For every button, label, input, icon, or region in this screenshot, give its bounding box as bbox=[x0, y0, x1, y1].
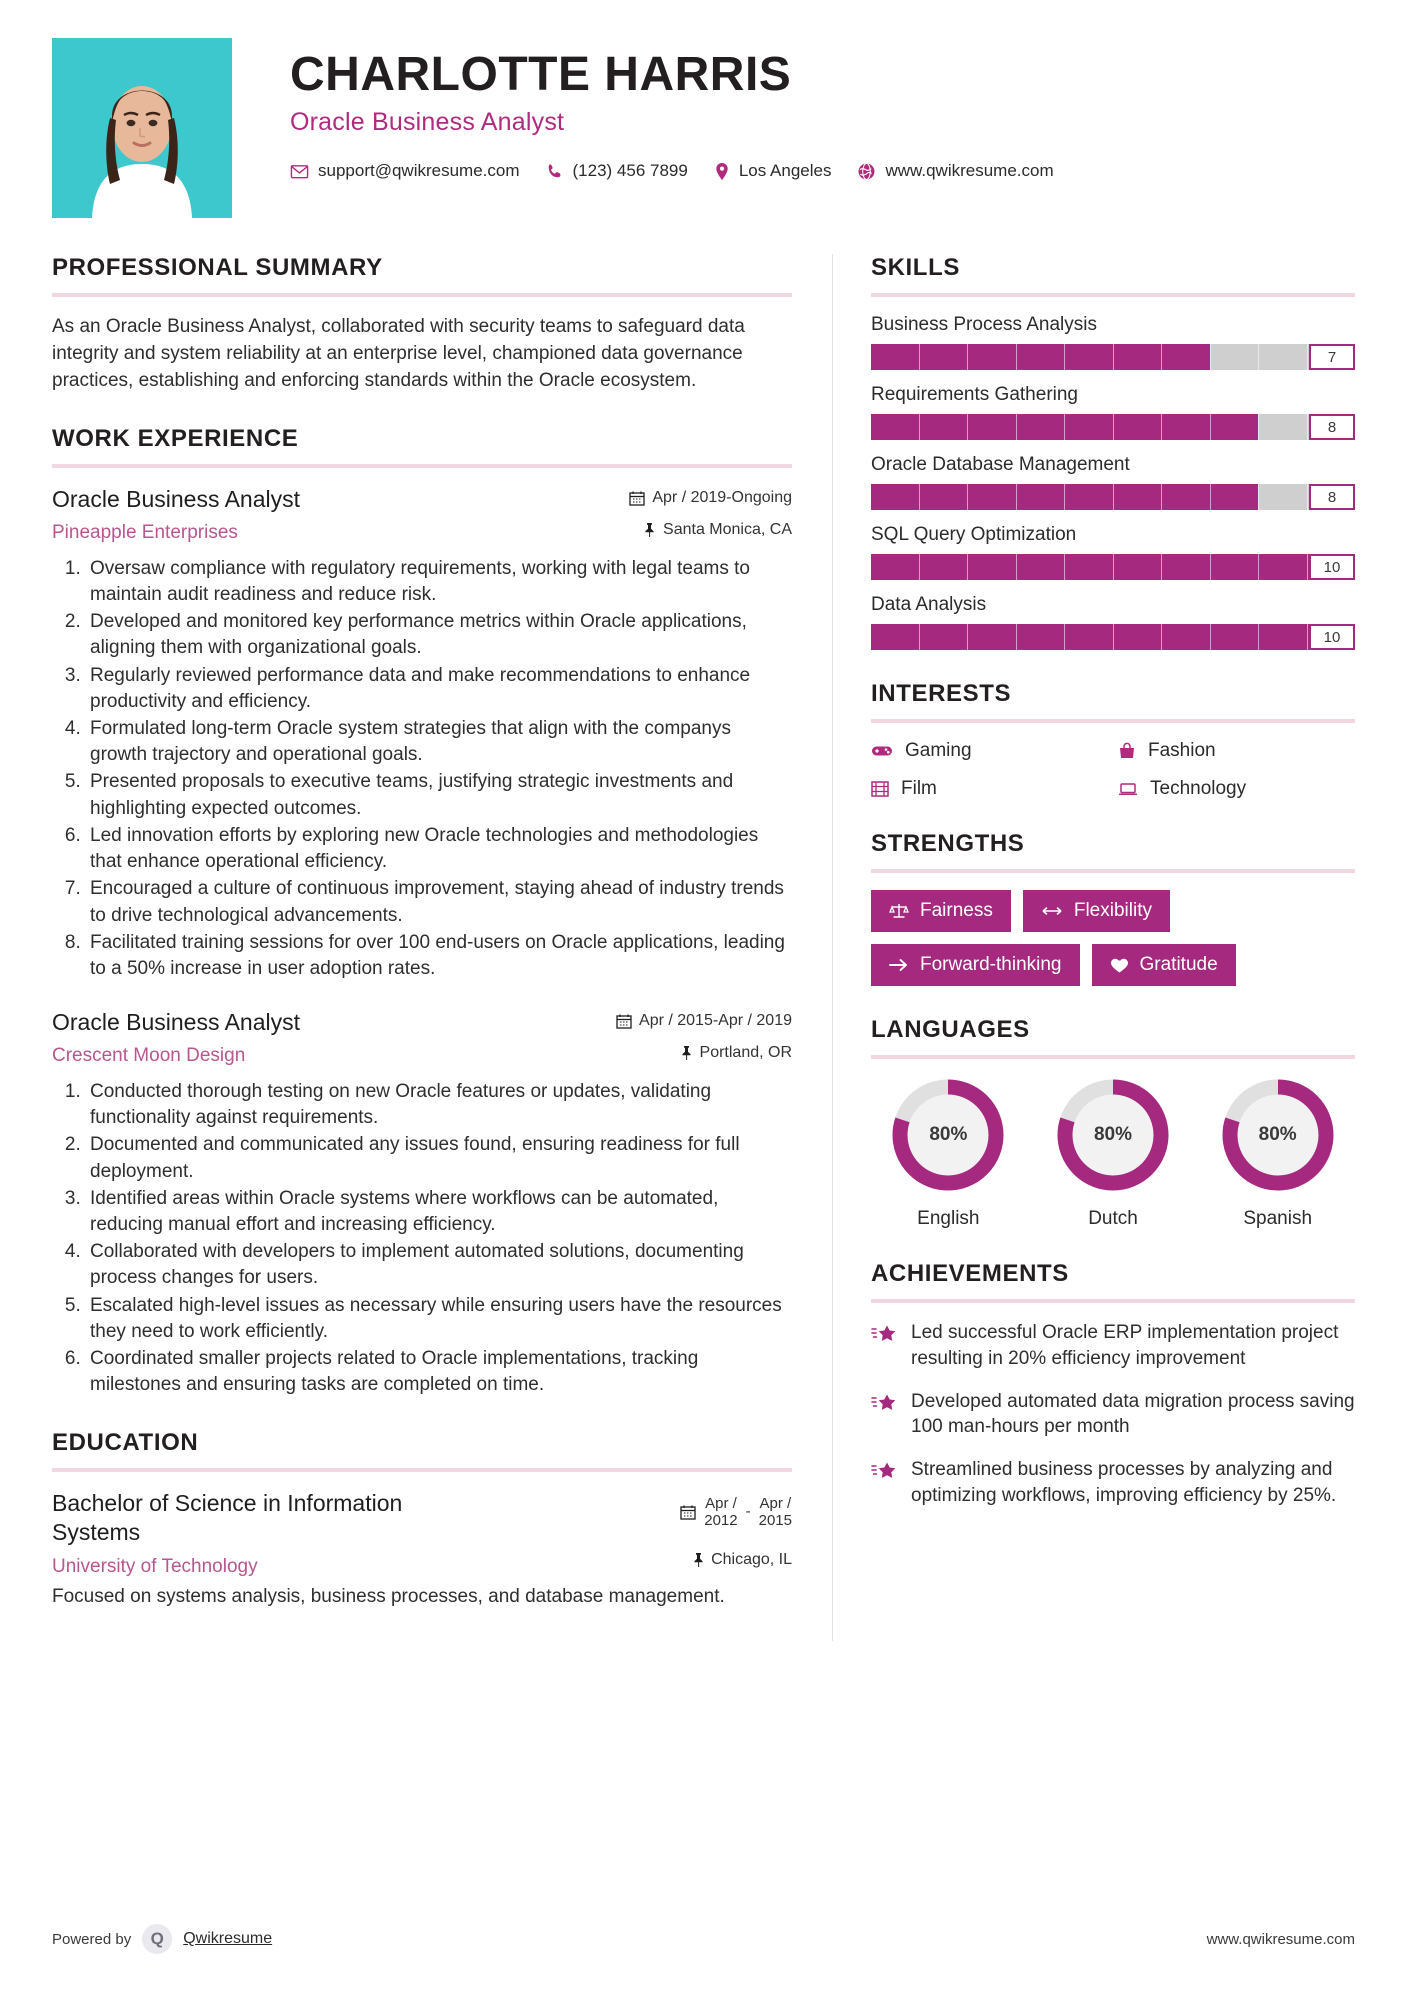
strength-chip bbox=[871, 944, 1080, 986]
strength-label: Fairness bbox=[920, 900, 993, 921]
star-icon bbox=[871, 1320, 897, 1372]
interest-label: Gaming bbox=[905, 740, 972, 761]
work-bullet: 7. Encouraged a culture of continuous improvement, staying ahead of industry trends to drive technological advancements. bbox=[86, 876, 792, 928]
contact-location-text: Los Angeles bbox=[738, 161, 832, 181]
work-item-meta bbox=[577, 485, 792, 539]
language-name: English bbox=[917, 1208, 980, 1229]
skill-bar-ticks bbox=[871, 344, 1355, 370]
work-company: Crescent Moon Design bbox=[52, 1044, 246, 1066]
contact-email[interactable] bbox=[290, 161, 520, 181]
header-text-block bbox=[232, 38, 1355, 181]
page-title: CHARLOTTE HARRIS bbox=[290, 48, 792, 101]
resume-body bbox=[52, 254, 1355, 1641]
skill-bar bbox=[871, 414, 1355, 440]
language-donut bbox=[1219, 1076, 1337, 1194]
phone-icon bbox=[546, 162, 564, 180]
achievement-text: Developed automated data migration process saving 100 man-hours per month bbox=[911, 1390, 1355, 1438]
interest-item bbox=[871, 740, 1108, 762]
work-item bbox=[52, 1008, 792, 1398]
education-location bbox=[592, 1551, 792, 1569]
section-title-achievements: ACHIEVEMENTS bbox=[871, 1260, 1069, 1287]
work-bullet: 2. Developed and monitored key performance metrics within Oracle applications, aligning them with organizational goals. bbox=[86, 609, 792, 661]
skill-item bbox=[871, 384, 1355, 440]
work-item-titles bbox=[52, 485, 577, 544]
section-interests bbox=[871, 680, 1355, 800]
language-name: Dutch bbox=[1088, 1208, 1138, 1229]
header-job-title: Oracle Business Analyst bbox=[290, 108, 565, 137]
language-item bbox=[1036, 1076, 1191, 1230]
contact-location[interactable] bbox=[714, 161, 832, 181]
section-rule bbox=[871, 869, 1355, 873]
languages-list bbox=[871, 1076, 1355, 1230]
left-column bbox=[52, 254, 832, 1641]
skill-bar bbox=[871, 344, 1355, 370]
achievement-item bbox=[871, 1389, 1355, 1441]
arrow-right-icon bbox=[889, 958, 909, 972]
section-rule bbox=[871, 1299, 1355, 1303]
education-date-end-l1: Apr / bbox=[759, 1494, 792, 1512]
work-bullet: 4. Formulated long-term Oracle system strategies that align with the companys growth trajectory and operational goals. bbox=[86, 716, 792, 768]
contact-phone[interactable] bbox=[546, 161, 688, 181]
education-date-separator: - bbox=[745, 1503, 751, 1521]
skill-value-badge: 10 bbox=[1309, 554, 1355, 580]
pushpin-icon bbox=[680, 1045, 693, 1061]
work-dates-text: Apr / 2015-Apr / 2019 bbox=[639, 1012, 792, 1030]
work-bullet: 5. Escalated high-level issues as necessary while ensuring users have the resources they need to work efficiently. bbox=[86, 1293, 792, 1345]
section-title-languages: LANGUAGES bbox=[871, 1016, 1030, 1043]
section-rule bbox=[52, 293, 792, 297]
profile-photo-image bbox=[52, 38, 232, 218]
work-item-header bbox=[52, 485, 792, 544]
education-description: Focused on systems analysis, business processes, and database management. bbox=[52, 1586, 725, 1608]
education-date-end-l2: 2015 bbox=[758, 1511, 792, 1529]
work-role: Oracle Business Analyst bbox=[52, 1009, 301, 1036]
skill-bar bbox=[871, 484, 1355, 510]
contact-website-text: www.qwikresume.com bbox=[885, 161, 1054, 181]
skill-value-badge: 8 bbox=[1309, 484, 1355, 510]
work-bullet: 5. Presented proposals to executive teams, justifying strategic investments and highlighting expected outcomes. bbox=[86, 769, 792, 821]
section-title-skills: SKILLS bbox=[871, 254, 960, 281]
skill-name: Business Process Analysis bbox=[871, 314, 1097, 335]
education-degree: Bachelor of Science in Information Systems bbox=[52, 1489, 403, 1545]
skill-name: SQL Query Optimization bbox=[871, 524, 1077, 545]
education-school: University of Technology bbox=[52, 1556, 258, 1578]
education-item bbox=[52, 1489, 792, 1612]
contact-email-text: support@qwikresume.com bbox=[318, 161, 520, 181]
education-item-titles bbox=[52, 1489, 482, 1579]
education-date-start bbox=[704, 1495, 737, 1530]
strengths-list bbox=[871, 890, 1355, 986]
calendar-icon bbox=[629, 490, 645, 506]
work-bullet: 2. Documented and communicated any issues found, ensuring readiness for full deployment. bbox=[86, 1132, 792, 1184]
strength-chip bbox=[1023, 890, 1170, 932]
interest-label: Fashion bbox=[1148, 740, 1216, 761]
envelope-icon bbox=[290, 162, 309, 181]
work-item-header bbox=[52, 1008, 792, 1067]
work-location-text: Santa Monica, CA bbox=[663, 520, 792, 538]
work-role: Oracle Business Analyst bbox=[52, 485, 301, 512]
language-donut bbox=[889, 1076, 1007, 1194]
section-title-summary: PROFESSIONAL SUMMARY bbox=[52, 254, 383, 281]
calendar-icon bbox=[680, 1504, 696, 1520]
section-skills bbox=[871, 254, 1355, 650]
skill-name: Data Analysis bbox=[871, 594, 987, 615]
work-bullet: 3. Regularly reviewed performance data and make recommendations to enhance productivity and efficiency. bbox=[86, 663, 792, 715]
work-company: Pineapple Enterprises bbox=[52, 521, 238, 543]
film-icon bbox=[871, 780, 889, 798]
language-percent: 80% bbox=[1258, 1124, 1297, 1145]
work-bullets bbox=[52, 1079, 792, 1399]
education-date-start-l2: 2012 bbox=[704, 1511, 738, 1529]
work-bullets bbox=[52, 556, 792, 983]
section-rule bbox=[871, 1055, 1355, 1059]
footer-powered-by: Powered by bbox=[52, 1930, 132, 1948]
strength-label: Flexibility bbox=[1073, 900, 1152, 921]
work-bullet: 8. Facilitated training sessions for over 100 end-users on Oracle applications, leading to a 50% increase in user adoption rates. bbox=[86, 930, 792, 982]
skill-item bbox=[871, 454, 1355, 510]
skill-bar-ticks bbox=[871, 484, 1355, 510]
work-bullet: 1. Conducted thorough testing on new Oracle features or updates, validating functionality against requirements. bbox=[86, 1079, 792, 1131]
skill-value-badge: 7 bbox=[1309, 344, 1355, 370]
work-location bbox=[577, 521, 792, 539]
achievement-item bbox=[871, 1457, 1355, 1509]
section-rule bbox=[871, 293, 1355, 297]
contact-website[interactable] bbox=[857, 161, 1053, 181]
work-bullet: 6. Coordinated smaller projects related to Oracle implementations, tracking milestones and ensuring tasks are completed on time. bbox=[86, 1346, 792, 1398]
interests-list bbox=[871, 740, 1355, 800]
skill-item bbox=[871, 594, 1355, 650]
qwikresume-logo-icon: Q bbox=[142, 1924, 172, 1954]
language-item bbox=[871, 1076, 1026, 1230]
section-achievements bbox=[871, 1260, 1355, 1509]
pushpin-icon bbox=[692, 1552, 705, 1568]
skill-item bbox=[871, 524, 1355, 580]
language-name: Spanish bbox=[1243, 1208, 1313, 1229]
work-bullet: 3. Identified areas within Oracle systems where workflows can be automated, reducing manual effort and increasing efficiency. bbox=[86, 1186, 792, 1238]
pushpin-icon bbox=[643, 522, 656, 538]
footer-site-url[interactable]: www.qwikresume.com bbox=[1206, 1930, 1355, 1948]
work-bullet: 6. Led innovation efforts by exploring new Oracle technologies and methodologies that enhance operational efficiency. bbox=[86, 823, 792, 875]
work-dates bbox=[577, 1012, 792, 1030]
education-location-text: Chicago, IL bbox=[711, 1551, 792, 1569]
footer-brand-group bbox=[52, 1924, 272, 1954]
skill-bar-ticks bbox=[871, 554, 1355, 580]
language-item bbox=[1200, 1076, 1355, 1230]
skill-bar-ticks bbox=[871, 624, 1355, 650]
section-work-experience bbox=[52, 425, 792, 1399]
work-item-titles bbox=[52, 1008, 577, 1067]
footer-brand-name[interactable]: Qwikresume bbox=[183, 1930, 273, 1947]
strength-label: Gratitude bbox=[1139, 954, 1218, 975]
section-title-work: WORK EXPERIENCE bbox=[52, 424, 299, 452]
interest-label: Film bbox=[901, 778, 937, 799]
right-column bbox=[833, 254, 1355, 1641]
interest-item bbox=[1118, 740, 1355, 762]
section-title-education: EDUCATION bbox=[52, 1428, 199, 1456]
skill-name: Requirements Gathering bbox=[871, 384, 1078, 405]
work-dates bbox=[577, 489, 792, 507]
skill-bar bbox=[871, 554, 1355, 580]
language-donut bbox=[1054, 1076, 1172, 1194]
footer bbox=[52, 1924, 1355, 1954]
section-education bbox=[52, 1429, 792, 1612]
achievement-text: Streamlined business processes by analyzing and optimizing workflows, improving efficiency by 25%. bbox=[911, 1459, 1337, 1507]
section-strengths bbox=[871, 830, 1355, 986]
interest-label: Technology bbox=[1150, 778, 1247, 799]
interest-item bbox=[871, 778, 1108, 800]
strength-label: Forward-thinking bbox=[920, 954, 1062, 975]
skill-bar bbox=[871, 624, 1355, 650]
work-bullet: 4. Collaborated with developers to implement automated solutions, documenting process changes for users. bbox=[86, 1239, 792, 1291]
arrows-horizontal-icon bbox=[1041, 904, 1063, 918]
education-item-meta bbox=[592, 1489, 792, 1570]
globe-icon bbox=[857, 162, 876, 181]
work-location-text: Portland, OR bbox=[699, 1044, 792, 1062]
skill-value-badge: 8 bbox=[1309, 414, 1355, 440]
work-dates-text: Apr / 2019-Ongoing bbox=[652, 488, 792, 506]
star-icon bbox=[871, 1457, 897, 1509]
section-title-interests: INTERESTS bbox=[871, 680, 1012, 707]
language-percent: 80% bbox=[929, 1124, 968, 1145]
contact-row bbox=[290, 161, 1355, 181]
work-item bbox=[52, 485, 792, 982]
section-professional-summary bbox=[52, 254, 792, 395]
section-languages bbox=[871, 1016, 1355, 1230]
interest-item bbox=[1118, 778, 1355, 800]
map-pin-icon bbox=[714, 162, 730, 181]
contact-phone-text: (123) 456 7899 bbox=[572, 161, 688, 181]
section-rule bbox=[52, 464, 792, 468]
section-rule bbox=[52, 1468, 792, 1472]
skill-bar-ticks bbox=[871, 414, 1355, 440]
achievement-text: Led successful Oracle ERP implementation project resulting in 20% efficiency improvement bbox=[911, 1322, 1339, 1369]
strength-chip bbox=[871, 890, 1011, 932]
work-bullet: 1. Oversaw compliance with regulatory requirements, working with legal teams to maintain audit readiness and reduce risk. bbox=[86, 556, 792, 608]
section-title-strengths: STRENGTHS bbox=[871, 830, 1025, 857]
work-item-meta bbox=[577, 1008, 792, 1062]
skill-item bbox=[871, 314, 1355, 370]
star-icon bbox=[871, 1389, 897, 1441]
education-item-header bbox=[52, 1489, 792, 1579]
strength-chip bbox=[1092, 944, 1236, 986]
heart-icon bbox=[1110, 957, 1129, 974]
scales-icon bbox=[889, 902, 909, 920]
section-rule bbox=[871, 719, 1355, 723]
language-percent: 80% bbox=[1093, 1124, 1133, 1145]
resume-header bbox=[52, 38, 1355, 218]
education-date-end bbox=[759, 1495, 792, 1530]
skill-value-badge: 10 bbox=[1309, 624, 1355, 650]
education-date-start-l1: Apr / bbox=[705, 1494, 737, 1512]
education-dates bbox=[592, 1495, 792, 1530]
handbag-icon bbox=[1118, 742, 1136, 760]
calendar-icon bbox=[616, 1013, 632, 1029]
skill-name: Oracle Database Management bbox=[871, 454, 1130, 475]
profile-photo bbox=[52, 38, 232, 218]
work-location bbox=[577, 1044, 792, 1062]
gamepad-icon bbox=[871, 743, 893, 759]
summary-text: As an Oracle Business Analyst, collaborated with security teams to safeguard data integrity and system reliability at an enterprise level, championed data governance practices, establishing and enforcing standards within the Oracle ecosystem. bbox=[52, 316, 745, 391]
achievement-item bbox=[871, 1320, 1355, 1372]
laptop-icon bbox=[1118, 781, 1138, 797]
